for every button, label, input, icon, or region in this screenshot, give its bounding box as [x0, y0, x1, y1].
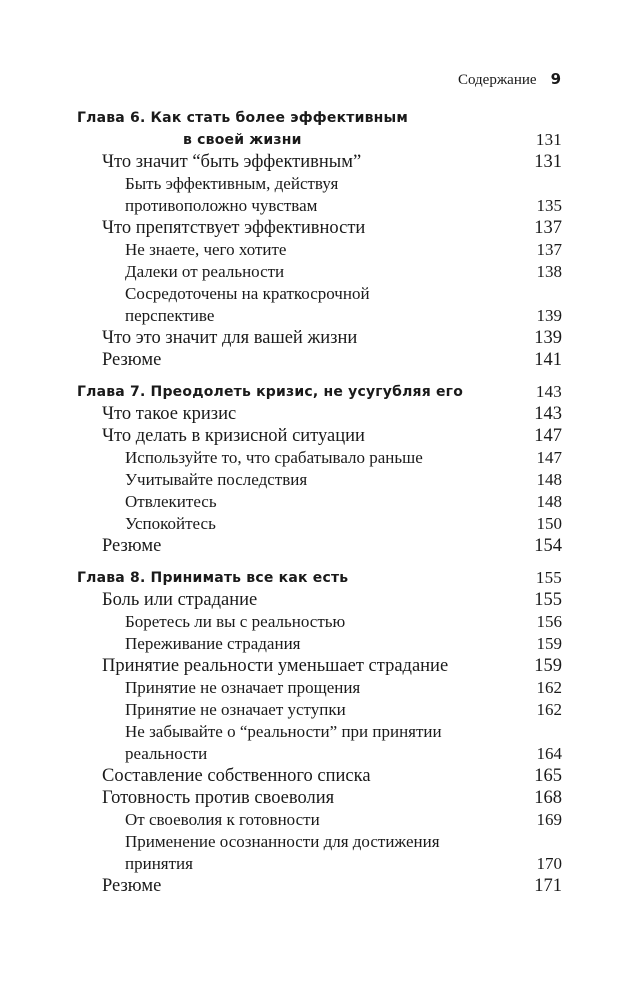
- toc-line: [77, 151, 562, 173]
- toc-entry-title: Составление собственного списка: [102, 766, 371, 786]
- toc-page-number: 159: [534, 656, 562, 676]
- toc-page-number: 168: [534, 788, 562, 808]
- toc-subsection-entry: [77, 633, 562, 655]
- chapter-gap: [77, 557, 562, 567]
- toc-line: [77, 305, 562, 327]
- toc-entry-title: Принятие не означает прощения: [125, 678, 361, 697]
- toc-line: [77, 129, 562, 151]
- toc-page-number: 139: [534, 328, 562, 348]
- toc-line: [77, 107, 562, 129]
- toc-page-number: 148: [536, 470, 562, 489]
- toc-line: [77, 349, 562, 371]
- toc-subsection-entry: [77, 261, 562, 283]
- toc-line: [77, 447, 562, 469]
- toc-page-number: 155: [534, 590, 562, 610]
- toc-entry-title: Резюме: [102, 536, 162, 556]
- toc-page-number: 162: [536, 700, 562, 719]
- chapter-gap: [77, 371, 562, 381]
- toc-line: [77, 217, 562, 239]
- toc-page-number: 148: [536, 492, 562, 511]
- toc-subsection-entry: [77, 611, 562, 633]
- toc-subsection-entry: [77, 491, 562, 513]
- toc-page-number: 154: [534, 536, 562, 556]
- toc-entry-title: Боль или страдание: [102, 590, 258, 610]
- toc-section-entry: [77, 765, 562, 787]
- toc-entry-title: Что препятствует эффективности: [102, 218, 366, 238]
- toc-entry-title: Глава 8. Принимать все как есть: [77, 570, 349, 586]
- toc-entry-title: Что делать в кризисной ситуации: [102, 426, 365, 446]
- toc-entry-title: реальности: [125, 744, 208, 763]
- toc-subsection-entry: [77, 447, 562, 469]
- toc-entry-title: Что такое кризис: [102, 404, 237, 424]
- toc-page-number: 143: [535, 382, 562, 401]
- running-header: [458, 70, 561, 89]
- toc-entry-title: Принятие не означает уступки: [125, 700, 346, 719]
- toc-line: [77, 403, 562, 425]
- toc-page-number: 141: [534, 350, 562, 370]
- toc-line: [77, 743, 562, 765]
- toc-section-entry: [77, 787, 562, 809]
- toc-section-entry: [77, 217, 562, 239]
- toc-entry-title: Глава 7. Преодолеть кризис, не усугубляя его: [77, 384, 464, 400]
- toc-section-entry: [77, 151, 562, 173]
- header-title: Содержание: [457, 72, 537, 88]
- toc-chapter-entry: [77, 381, 562, 403]
- toc-entry-title: перспективе: [125, 306, 215, 325]
- toc-entry-title: Отвлекитесь: [125, 492, 217, 511]
- toc-line: [77, 809, 562, 831]
- toc-page-number: 131: [535, 130, 562, 149]
- toc-page-number: 137: [534, 218, 562, 238]
- toc-entry-title: в своей жизни: [183, 132, 302, 148]
- toc-page-number: 147: [536, 448, 562, 467]
- toc-entry-title: Не знаете, чего хотите: [125, 240, 287, 259]
- toc-line: [77, 721, 562, 743]
- toc-line: [77, 535, 562, 557]
- toc-entry-title: От своеволия к готовности: [125, 810, 320, 829]
- toc-page-number: 150: [536, 514, 562, 533]
- toc-line: [77, 381, 562, 403]
- toc-section-entry: [77, 403, 562, 425]
- toc-line: [77, 469, 562, 491]
- toc-subsection-entry: [77, 283, 562, 327]
- toc-line: [77, 633, 562, 655]
- toc-page-number: 162: [536, 678, 562, 697]
- toc-page-number: 170: [536, 854, 562, 873]
- toc-line: [77, 327, 562, 349]
- toc-subsection-entry: [77, 173, 562, 217]
- toc-subsection-entry: [77, 809, 562, 831]
- toc-section-entry: [77, 425, 562, 447]
- toc-entry-title: Успокойтесь: [125, 514, 216, 533]
- toc-entry-title: Резюме: [102, 876, 162, 896]
- toc-line: [77, 853, 562, 875]
- toc-entry-title: Глава 6. Как стать более эффективным: [77, 110, 409, 126]
- toc-entry-title: Боретесь ли вы с реальностью: [125, 612, 346, 631]
- toc-entry-title: Что значит “быть эффективным”: [102, 152, 362, 172]
- toc-entry-title: Применение осознанности для достижения: [125, 832, 440, 851]
- toc-line: [77, 239, 562, 261]
- page-number: 9: [550, 70, 561, 88]
- toc-entry-title: Учитывайте последствия: [125, 470, 308, 489]
- toc-page-number: 171: [534, 876, 562, 896]
- toc-line: [77, 699, 562, 721]
- toc-line: [77, 567, 562, 589]
- toc-entry-title: Резюме: [102, 350, 162, 370]
- toc-subsection-entry: [77, 239, 562, 261]
- toc-chapter-entry: [77, 567, 562, 589]
- toc-page-number: 169: [536, 810, 562, 829]
- toc-line: [77, 787, 562, 809]
- toc-entry-title: Далеки от реальности: [125, 262, 285, 281]
- toc-page-number: 131: [534, 152, 562, 172]
- toc-section-entry: [77, 535, 562, 557]
- toc-entry-title: Не забывайте о “реальности” при принятии: [125, 722, 442, 741]
- toc-line: [77, 611, 562, 633]
- toc-subsection-entry: [77, 699, 562, 721]
- toc-subsection-entry: [77, 677, 562, 699]
- toc-page-number: 139: [536, 306, 562, 325]
- toc-line: [77, 173, 562, 195]
- toc-section-entry: [77, 589, 562, 611]
- table-of-contents: [77, 107, 562, 897]
- toc-subsection-entry: [77, 831, 562, 875]
- toc-entry-title: принятия: [125, 854, 193, 873]
- toc-page-number: 137: [536, 240, 562, 259]
- toc-line: [77, 195, 562, 217]
- toc-line: [77, 655, 562, 677]
- toc-section-entry: [77, 655, 562, 677]
- toc-page-number: 155: [535, 568, 562, 587]
- toc-section-entry: [77, 349, 562, 371]
- toc-entry-title: противоположно чувствам: [125, 196, 318, 215]
- toc-page-number: 165: [534, 766, 562, 786]
- toc-page-number: 143: [534, 404, 562, 424]
- toc-line: [77, 875, 562, 897]
- toc-line: [77, 765, 562, 787]
- toc-page-number: 164: [536, 744, 562, 763]
- toc-line: [77, 589, 562, 611]
- toc-line: [77, 513, 562, 535]
- toc-entry-title: Быть эффективным, действуя: [125, 174, 339, 193]
- toc-section-entry: [77, 875, 562, 897]
- toc-line: [77, 831, 562, 853]
- toc-page-number: 138: [536, 262, 562, 281]
- toc-page-number: 159: [536, 634, 562, 653]
- toc-page-number: 147: [534, 426, 562, 446]
- toc-page-number: 156: [536, 612, 562, 631]
- toc-line: [77, 283, 562, 305]
- toc-entry-title: Используйте то, что срабатывало раньше: [125, 448, 423, 467]
- toc-chapter-entry: [77, 107, 562, 151]
- toc-entry-title: Сосредоточены на краткосрочной: [125, 284, 370, 303]
- toc-entry-title: Переживание страдания: [125, 634, 301, 653]
- toc-entry-title: Принятие реальности уменьшает страдание: [102, 656, 449, 676]
- toc-page-number: 135: [536, 196, 562, 215]
- toc-line: [77, 425, 562, 447]
- toc-subsection-entry: [77, 513, 562, 535]
- toc-subsection-entry: [77, 721, 562, 765]
- toc-section-entry: [77, 327, 562, 349]
- toc-entry-title: Готовность против своеволия: [102, 788, 335, 808]
- toc-entry-title: Что это значит для вашей жизни: [102, 328, 358, 348]
- toc-subsection-entry: [77, 469, 562, 491]
- toc-line: [77, 677, 562, 699]
- toc-line: [77, 261, 562, 283]
- toc-line: [77, 491, 562, 513]
